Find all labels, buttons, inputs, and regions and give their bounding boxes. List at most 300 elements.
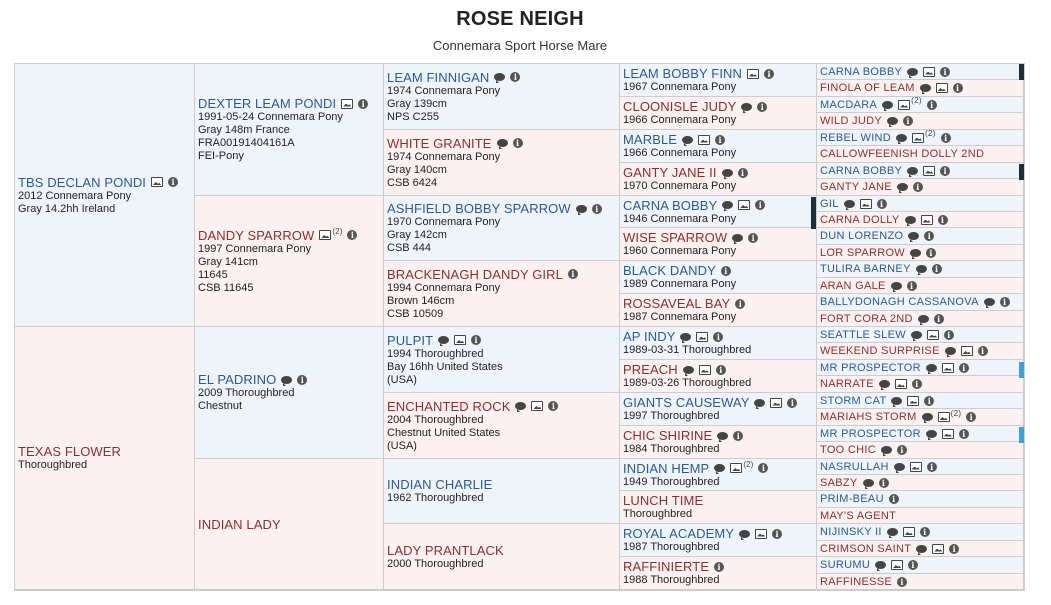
photo-icon[interactable] bbox=[454, 335, 466, 345]
info-icon[interactable]: i bbox=[772, 529, 782, 539]
pedigree-cell-c4d bbox=[620, 163, 817, 196]
photo-icon[interactable] bbox=[699, 365, 711, 375]
photo-icon[interactable] bbox=[942, 363, 954, 373]
pedigree-cell-c5s bbox=[817, 360, 1024, 376]
comment-icon[interactable] bbox=[907, 68, 918, 76]
pedigree-cell-c5j bbox=[817, 212, 1024, 228]
horse-name-link[interactable]: ENCHANTED ROCK i bbox=[387, 399, 616, 414]
info-icon[interactable]: i bbox=[715, 135, 725, 145]
comment-icon[interactable] bbox=[918, 315, 929, 323]
pedigree-cell-c5a bbox=[817, 64, 1024, 80]
horse-info-line: 1974 Connemara Pony bbox=[387, 150, 501, 163]
pedigree-cell-c4o bbox=[620, 524, 817, 557]
comment-icon[interactable] bbox=[680, 333, 691, 341]
comment-icon[interactable] bbox=[754, 399, 765, 407]
horse-name-link[interactable]: CARNA DOLLY i bbox=[820, 214, 1020, 226]
comment-icon[interactable] bbox=[714, 464, 725, 472]
comment-icon[interactable] bbox=[894, 463, 905, 471]
horse-name-link[interactable]: NASRULLAH i bbox=[820, 461, 1020, 473]
horse-name-link[interactable]: ARAN GALE i bbox=[820, 280, 1020, 292]
comment-icon[interactable] bbox=[922, 413, 933, 421]
horse-name-link[interactable]: SABZY i bbox=[820, 477, 1020, 489]
comment-icon[interactable] bbox=[863, 479, 874, 487]
info-icon[interactable]: i bbox=[941, 133, 951, 143]
horse-name-link[interactable]: BLACK DANDY i bbox=[623, 263, 813, 278]
horse-name-link[interactable]: GIL i bbox=[820, 198, 1020, 210]
horse-name-link[interactable]: TOO CHIC i bbox=[820, 444, 1020, 456]
horse-name-link[interactable]: TEXAS FLOWER bbox=[18, 444, 122, 459]
comment-icon[interactable] bbox=[682, 136, 693, 144]
photo-icon[interactable] bbox=[938, 412, 950, 422]
horse-name-link[interactable]: LEAM BOBBY FINN i bbox=[623, 66, 813, 81]
pedigree-cell-c4m bbox=[620, 459, 817, 491]
horse-name-link[interactable]: BRACKENAGH DANDY GIRL i bbox=[387, 267, 616, 282]
horse-name-link[interactable]: MAY'S AGENT bbox=[820, 509, 897, 522]
info-icon[interactable]: i bbox=[889, 494, 899, 504]
photo-count-badge: (2) bbox=[743, 459, 754, 469]
photo-count-badge: (2) bbox=[332, 226, 343, 236]
horse-name-link[interactable]: DEXTER LEAM PONDI i bbox=[198, 96, 380, 111]
horse-name-link[interactable]: WHITE GRANITE i bbox=[387, 136, 616, 151]
horse-info-line: 1949 Thoroughbred bbox=[623, 475, 720, 488]
photo-icon[interactable] bbox=[696, 332, 708, 342]
info-icon[interactable]: i bbox=[548, 401, 558, 411]
photo-icon[interactable] bbox=[755, 529, 767, 539]
inbreeding-marker bbox=[811, 197, 816, 229]
comment-icon[interactable] bbox=[683, 366, 694, 374]
horse-info-line: Gray 142cm bbox=[387, 229, 447, 241]
info-icon[interactable]: i bbox=[592, 204, 602, 214]
info-icon[interactable]: i bbox=[764, 69, 774, 79]
horse-info-line: 1997 Thoroughbred bbox=[623, 410, 720, 422]
info-icon[interactable]: i bbox=[787, 398, 797, 408]
horse-name-link[interactable]: CALLOWFEENISH DOLLY 2ND bbox=[820, 148, 985, 160]
horse-name-link[interactable]: PREACH i bbox=[623, 362, 813, 377]
inbreeding-marker bbox=[1019, 427, 1024, 443]
comment-icon[interactable] bbox=[926, 364, 937, 372]
comment-icon[interactable] bbox=[576, 205, 587, 213]
horse-info-line: 1962 Thoroughbred bbox=[387, 492, 484, 504]
horse-name-link[interactable]: REBEL WIND (2) i bbox=[820, 132, 1020, 144]
comment-icon[interactable] bbox=[984, 298, 995, 306]
horse-info-line: 2012 Connemara Pony bbox=[18, 189, 132, 202]
horse-name-link[interactable]: LADY PRANTLACK bbox=[387, 542, 504, 558]
pedigree-cell-c3a bbox=[384, 64, 620, 130]
pedigree-cell-c4g bbox=[620, 261, 817, 294]
comment-icon[interactable] bbox=[515, 402, 526, 410]
info-icon[interactable]: i bbox=[748, 233, 758, 243]
horse-name-link[interactable]: INDIAN LADY bbox=[198, 516, 281, 532]
horse-name-link[interactable]: WILD JUDY i bbox=[820, 115, 1020, 127]
pedigree-cell-c5aa bbox=[817, 491, 1024, 508]
horse-name-link[interactable]: CARNA BOBBY i bbox=[623, 198, 813, 213]
info-icon[interactable]: i bbox=[471, 335, 481, 345]
horse-info-line: FRA00191404161A bbox=[198, 137, 295, 149]
pedigree-cell-c4l bbox=[620, 426, 817, 459]
pedigree-cell-c5z bbox=[817, 475, 1024, 491]
pedigree-cell-c1a bbox=[15, 64, 195, 327]
horse-name-link[interactable]: CARNA BOBBY i bbox=[820, 66, 1020, 78]
comment-icon[interactable] bbox=[911, 331, 922, 339]
pedigree-cell-c5x bbox=[817, 442, 1024, 459]
photo-icon[interactable] bbox=[927, 330, 939, 340]
pedigree-cell-c4i bbox=[620, 327, 817, 360]
pedigree-cell-c2d bbox=[195, 459, 384, 590]
horse-name-link[interactable]: LOR SPARROW i bbox=[820, 247, 1020, 259]
info-icon[interactable]: i bbox=[927, 100, 937, 110]
info-icon[interactable]: i bbox=[347, 230, 357, 240]
photo-icon[interactable] bbox=[923, 166, 935, 176]
horse-info-line: 1974 Connemara Pony bbox=[387, 84, 501, 97]
pedigree-cell-c5b bbox=[817, 80, 1024, 97]
horse-info-line: 1966 Connemara Pony bbox=[623, 147, 737, 159]
photo-icon[interactable] bbox=[747, 69, 759, 79]
horse-info-line: 1987 Thoroughbred bbox=[623, 541, 720, 553]
photo-icon[interactable] bbox=[910, 462, 922, 472]
comment-icon[interactable] bbox=[905, 216, 916, 224]
comment-icon[interactable] bbox=[844, 200, 855, 208]
info-icon[interactable]: i bbox=[932, 264, 942, 274]
info-icon[interactable]: i bbox=[940, 67, 950, 77]
pedigree-cell-c5w bbox=[817, 426, 1024, 442]
horse-info-line: CSB 11645 bbox=[198, 281, 254, 294]
horse-info-line: 1991-05-24 Connemara Pony bbox=[198, 111, 343, 123]
comment-icon[interactable] bbox=[916, 545, 927, 553]
inbreeding-marker bbox=[1019, 362, 1024, 378]
horse-info-line: Gray 148m France bbox=[198, 124, 290, 136]
horse-info-line: 1966 Connemara Pony bbox=[623, 114, 737, 126]
horse-info-line: 1989-03-26 Thoroughbred bbox=[623, 377, 752, 389]
pedigree-cell-c4b bbox=[620, 97, 817, 130]
info-icon[interactable]: i bbox=[568, 269, 578, 279]
info-icon[interactable]: i bbox=[924, 396, 934, 406]
info-icon[interactable]: i bbox=[959, 429, 969, 439]
horse-name-link[interactable]: WISE SPARROW i bbox=[623, 230, 813, 245]
photo-icon[interactable] bbox=[912, 133, 924, 143]
horse-name-link[interactable]: DANDY SPARROW (2) i bbox=[198, 228, 380, 243]
horse-name-link[interactable]: PULPIT i bbox=[387, 333, 616, 348]
horse-name-link[interactable]: STORM CAT i bbox=[820, 395, 1020, 407]
pedigree-cell-c5c bbox=[817, 97, 1024, 113]
horse-info-line: 1988 Thoroughbred bbox=[623, 574, 720, 586]
info-icon[interactable]: i bbox=[735, 299, 745, 309]
pedigree-cell-c5y bbox=[817, 459, 1024, 475]
photo-icon[interactable] bbox=[531, 401, 543, 411]
horse-name-link[interactable]: GIANTS CAUSEWAY i bbox=[623, 395, 813, 410]
info-icon[interactable]: i bbox=[908, 560, 918, 570]
photo-icon[interactable] bbox=[698, 135, 710, 145]
comment-icon[interactable] bbox=[891, 397, 902, 405]
info-icon[interactable]: i bbox=[168, 177, 178, 187]
horse-info-line: CSB 6424 bbox=[387, 176, 438, 189]
horse-name-link[interactable]: WEEKEND SURPRISE i bbox=[820, 345, 1020, 357]
horse-name-link[interactable]: CARNA BOBBY i bbox=[820, 165, 1020, 177]
horse-info-line: (USA) bbox=[387, 439, 417, 452]
horse-name-link[interactable]: NIJINSKY II i bbox=[820, 526, 1020, 538]
pedigree-cell-c5p bbox=[817, 311, 1024, 327]
comment-icon[interactable] bbox=[722, 169, 733, 177]
photo-icon[interactable] bbox=[151, 177, 163, 187]
horse-info-line: 1946 Connemara Pony bbox=[623, 212, 737, 225]
horse-name-link[interactable]: CLOONISLE JUDY i bbox=[623, 99, 813, 114]
horse-info-line: (USA) bbox=[387, 373, 417, 386]
comment-icon[interactable] bbox=[497, 139, 508, 147]
pedigree-cell-c5ac bbox=[817, 524, 1024, 541]
pedigree-cell-c5t bbox=[817, 376, 1024, 393]
horse-info-line: Thoroughbred bbox=[18, 459, 88, 471]
pedigree-cell-c4c bbox=[620, 130, 817, 163]
pedigree-cell-c3f bbox=[384, 393, 620, 459]
info-icon[interactable]: i bbox=[934, 314, 944, 324]
horse-name-link[interactable]: FORT CORA 2ND i bbox=[820, 313, 1020, 325]
info-icon[interactable]: i bbox=[716, 365, 726, 375]
inbreeding-marker bbox=[1019, 64, 1024, 80]
photo-icon[interactable] bbox=[341, 99, 353, 109]
photo-icon[interactable] bbox=[895, 379, 907, 389]
pedigree-cell-c4p bbox=[620, 557, 817, 590]
horse-name-link[interactable]: TULIRA BARNEY i bbox=[820, 263, 1020, 275]
photo-icon[interactable] bbox=[903, 527, 915, 537]
horse-info-line: 1987 Connemara Pony bbox=[623, 311, 737, 323]
pedigree-cell-c5v bbox=[817, 409, 1024, 426]
info-icon[interactable]: i bbox=[713, 332, 723, 342]
info-icon[interactable]: i bbox=[903, 116, 913, 126]
horse-name-link[interactable]: LUNCH TIME bbox=[623, 493, 704, 508]
info-icon[interactable]: i bbox=[1000, 297, 1010, 307]
horse-info-line: Chestnut United States bbox=[387, 426, 501, 439]
horse-name-link[interactable]: BALLYDONAGH CASSANOVA i bbox=[820, 296, 1020, 308]
comment-icon[interactable] bbox=[722, 201, 733, 209]
horse-info-line: CSB 10509 bbox=[387, 307, 444, 320]
horse-name-link[interactable]: GANTY JANE II i bbox=[623, 165, 813, 180]
pedigree-cell-c5n bbox=[817, 278, 1024, 294]
horse-info-line: Gray 139cm bbox=[387, 97, 447, 110]
pedigree-cell-c4f bbox=[620, 228, 817, 261]
comment-icon[interactable] bbox=[732, 234, 743, 242]
info-icon[interactable]: i bbox=[944, 330, 954, 340]
pedigree-cell-c3b bbox=[384, 130, 620, 196]
horse-info-line: 1994 Connemara Pony bbox=[387, 281, 501, 294]
info-icon[interactable]: i bbox=[297, 375, 307, 385]
photo-icon[interactable] bbox=[921, 215, 933, 225]
pedigree-cell-c5m bbox=[817, 261, 1024, 278]
comment-icon[interactable] bbox=[907, 167, 918, 175]
info-icon[interactable]: i bbox=[924, 231, 934, 241]
horse-name-link[interactable]: INDIAN CHARLIE bbox=[387, 477, 493, 492]
pedigree-cell-c5d bbox=[817, 113, 1024, 130]
photo-count-badge: (2) bbox=[911, 97, 922, 105]
photo-icon[interactable] bbox=[770, 398, 782, 408]
horse-name-link[interactable]: SURUMU i bbox=[820, 559, 1020, 571]
photo-icon[interactable] bbox=[738, 200, 750, 210]
horse-info-line: 1970 Connemara Pony bbox=[387, 216, 501, 228]
pedigree-cell-c4n bbox=[620, 491, 817, 524]
horse-info-line: 1984 Thoroughbred bbox=[623, 443, 720, 455]
comment-icon[interactable] bbox=[882, 101, 893, 109]
horse-info-line: 1960 Connemara Pony bbox=[623, 245, 737, 257]
horse-name-link[interactable]: EL PADRINO i bbox=[198, 372, 380, 387]
horse-info-line: Brown 146cm bbox=[387, 294, 455, 307]
comment-icon[interactable] bbox=[741, 103, 752, 111]
photo-icon[interactable] bbox=[942, 429, 954, 439]
horse-info-line: Gray 14.2hh Ireland bbox=[18, 202, 116, 215]
comment-icon[interactable] bbox=[879, 380, 890, 388]
horse-info-line: Gray 140cm bbox=[387, 163, 447, 176]
horse-name-link[interactable]: RAFFINESSE i bbox=[820, 576, 1020, 588]
pedigree-cell-c5ae bbox=[817, 557, 1024, 574]
info-icon[interactable]: i bbox=[758, 463, 768, 473]
horse-name-link[interactable]: TBS DECLAN PONDI i bbox=[18, 175, 191, 190]
horse-name-link[interactable]: DUN LORENZO i bbox=[820, 230, 1020, 242]
info-icon[interactable]: i bbox=[733, 431, 743, 441]
photo-icon[interactable] bbox=[898, 100, 910, 110]
pedigree-cell-c5r bbox=[817, 343, 1024, 360]
pedigree-cell-c4k bbox=[620, 393, 817, 426]
pedigree-cell-c5e bbox=[817, 130, 1024, 146]
horse-info-line: CSB 444 bbox=[387, 242, 432, 254]
info-icon[interactable]: i bbox=[927, 462, 937, 472]
comment-icon[interactable] bbox=[926, 430, 937, 438]
info-icon[interactable]: i bbox=[358, 99, 368, 109]
comment-icon[interactable] bbox=[739, 530, 750, 538]
photo-icon[interactable] bbox=[730, 463, 742, 473]
pedigree-cell-c2a bbox=[195, 64, 384, 196]
horse-name-link[interactable]: SEATTLE SLEW i bbox=[820, 329, 1020, 341]
pedigree-cell-c3d bbox=[384, 261, 620, 327]
info-icon[interactable]: i bbox=[879, 478, 889, 488]
info-icon[interactable]: i bbox=[926, 248, 936, 258]
comment-icon[interactable] bbox=[887, 117, 898, 125]
pedigree-cell-c3e bbox=[384, 327, 620, 393]
comment-icon[interactable] bbox=[910, 249, 921, 257]
info-icon[interactable]: i bbox=[953, 83, 963, 93]
horse-name-link[interactable]: MARIAHS STORM (2) i bbox=[820, 411, 1020, 423]
info-icon[interactable]: i bbox=[920, 527, 930, 537]
horse-info-line: 1994 Thoroughbred bbox=[387, 347, 484, 360]
comment-icon[interactable] bbox=[897, 183, 908, 191]
info-icon[interactable]: i bbox=[912, 379, 922, 389]
horse-info-line: 1967 Connemara Pony bbox=[623, 81, 737, 93]
info-icon[interactable]: i bbox=[913, 182, 923, 192]
photo-icon[interactable] bbox=[923, 67, 935, 77]
horse-name-link[interactable]: ASHFIELD BOBBY SPARROW i bbox=[387, 201, 616, 216]
photo-icon[interactable] bbox=[319, 230, 331, 240]
horse-name-link[interactable]: CRIMSON SAINT i bbox=[820, 543, 1020, 555]
info-icon[interactable]: i bbox=[966, 412, 976, 422]
pedigree-cell-c5ab bbox=[817, 508, 1024, 524]
horse-name-link[interactable]: MARBLE i bbox=[623, 132, 813, 147]
horse-name-link[interactable]: INDIAN HEMP (2) i bbox=[623, 461, 813, 476]
horse-name-link[interactable]: NARRATE i bbox=[820, 378, 1020, 390]
horse-info-line: 1989-03-31 Thoroughbred bbox=[623, 344, 752, 356]
info-icon[interactable]: i bbox=[757, 102, 767, 112]
comment-icon[interactable] bbox=[438, 336, 449, 344]
comment-icon[interactable] bbox=[891, 282, 902, 290]
pedigree-cell-c3c bbox=[384, 196, 620, 261]
info-icon[interactable]: i bbox=[938, 215, 948, 225]
info-icon[interactable]: i bbox=[738, 168, 748, 178]
info-icon[interactable]: i bbox=[510, 72, 520, 82]
comment-icon[interactable] bbox=[945, 347, 956, 355]
info-icon[interactable]: i bbox=[721, 266, 731, 276]
comment-icon[interactable] bbox=[887, 528, 898, 536]
horse-info-line: 1989 Connemara Pony bbox=[623, 278, 737, 290]
photo-icon[interactable] bbox=[936, 83, 948, 93]
horse-info-line: FEI-Pony bbox=[198, 150, 244, 162]
info-icon[interactable]: i bbox=[940, 166, 950, 176]
comment-icon[interactable] bbox=[896, 134, 907, 142]
pedigree-cell-c5k bbox=[817, 228, 1024, 245]
info-icon[interactable]: i bbox=[755, 200, 765, 210]
horse-name-link[interactable]: FINOLA OF LEAM i bbox=[820, 82, 1020, 94]
photo-icon[interactable] bbox=[891, 560, 903, 570]
info-icon[interactable]: i bbox=[978, 346, 988, 356]
photo-icon[interactable] bbox=[932, 544, 944, 554]
horse-info-line: Gray 141cm bbox=[198, 255, 258, 268]
photo-count-badge: (2) bbox=[950, 409, 962, 418]
photo-icon[interactable] bbox=[860, 199, 872, 209]
info-icon[interactable]: i bbox=[959, 363, 969, 373]
horse-name-link[interactable]: LEAM FINNIGAN i bbox=[387, 70, 616, 85]
comment-icon[interactable] bbox=[881, 446, 892, 454]
pedigree-cell-c5l bbox=[817, 245, 1024, 261]
horse-name-link[interactable]: AP INDY i bbox=[623, 329, 813, 344]
pedigree-cell-c5i bbox=[817, 196, 1024, 212]
comment-icon[interactable] bbox=[908, 232, 919, 240]
comment-icon[interactable] bbox=[920, 84, 931, 92]
info-icon[interactable]: i bbox=[714, 562, 724, 572]
comment-icon[interactable] bbox=[916, 265, 927, 273]
comment-icon[interactable] bbox=[875, 561, 886, 569]
pedigree-table bbox=[14, 63, 1025, 591]
horse-name-link[interactable]: MR PROSPECTOR i bbox=[820, 428, 1020, 440]
info-icon[interactable]: i bbox=[897, 577, 907, 587]
horse-info-line: Thoroughbred bbox=[623, 508, 693, 520]
horse-info-line: 2004 Thoroughbred bbox=[387, 413, 484, 426]
info-icon[interactable]: i bbox=[907, 281, 917, 291]
horse-info-line: 1997 Connemara Pony bbox=[198, 242, 312, 255]
horse-info-line: 2009 Thoroughbred bbox=[198, 387, 295, 399]
horse-name-link[interactable]: PRIM-BEAU i bbox=[820, 493, 1020, 505]
photo-icon[interactable] bbox=[907, 396, 919, 406]
info-icon[interactable]: i bbox=[877, 199, 887, 209]
comment-icon[interactable] bbox=[281, 376, 292, 384]
info-icon[interactable]: i bbox=[513, 138, 523, 148]
pedigree-cell-c5u bbox=[817, 393, 1024, 409]
info-icon[interactable]: i bbox=[949, 544, 959, 554]
pedigree-cell-c3g bbox=[384, 459, 620, 524]
horse-name-link[interactable]: RAFFINIERTE i bbox=[623, 559, 813, 574]
page-subtitle: Connemara Sport Horse Mare bbox=[432, 38, 608, 53]
horse-info-line: Chestnut bbox=[198, 400, 243, 412]
pedigree-cell-c4a bbox=[620, 64, 817, 97]
horse-name-link[interactable]: CHIC SHIRINE i bbox=[623, 428, 813, 443]
pedigree-cell-c5q bbox=[817, 327, 1024, 343]
horse-info-line: 11645 bbox=[198, 268, 228, 281]
pedigree-cell-c5ad bbox=[817, 541, 1024, 557]
horse-name-link[interactable]: MACDARA (2) i bbox=[820, 99, 1020, 111]
info-icon[interactable]: i bbox=[897, 445, 907, 455]
inbreeding-marker bbox=[1019, 164, 1024, 180]
horse-name-link[interactable]: ROYAL ACADEMY i bbox=[623, 526, 813, 541]
comment-icon[interactable] bbox=[717, 432, 728, 440]
photo-icon[interactable] bbox=[961, 346, 973, 356]
horse-name-link[interactable]: GANTY JANE i bbox=[820, 181, 1020, 193]
horse-name-link[interactable]: MR PROSPECTOR i bbox=[820, 362, 1020, 374]
pedigree-cell-c5f bbox=[817, 146, 1024, 163]
horse-name-link[interactable]: ROSSAVEAL BAY i bbox=[623, 296, 813, 311]
comment-icon[interactable] bbox=[494, 73, 505, 81]
